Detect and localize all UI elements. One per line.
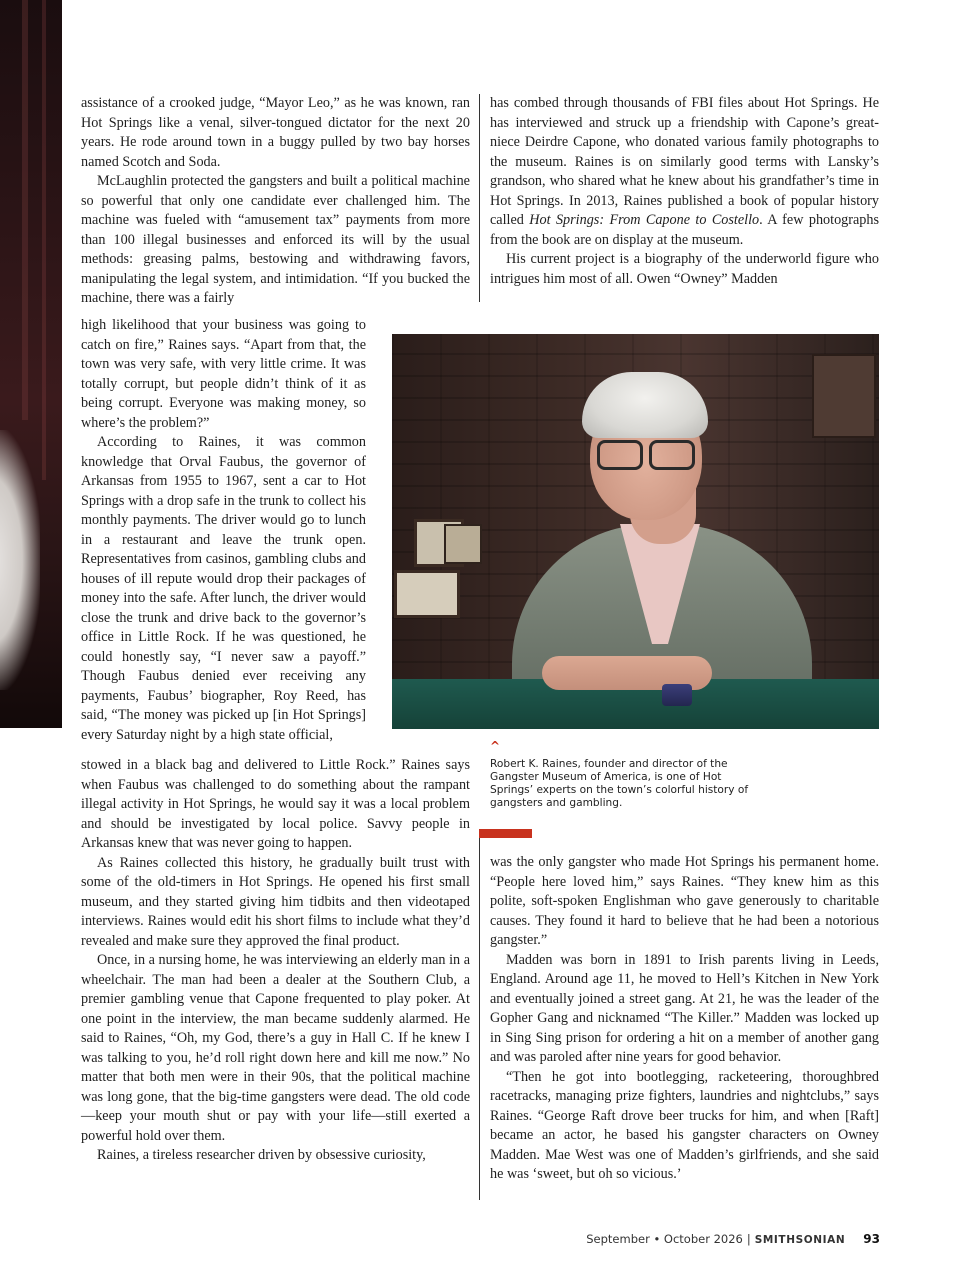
page-number: 93 <box>863 1232 880 1246</box>
accent-bar <box>479 829 532 838</box>
right-column-bottom-text <box>490 853 879 1185</box>
body-paragraph: McLaughlin protected the gangsters and built a political machine so powerful that only one candidate ever challenged him. The machine was fueled with “amusement tax” payments from more than 100 illegal businesses and enforced its will by the usual methods: greasing palms, bestowing and withdrawing favors, manipulating the legal system, and intimidation. “If you bucked the machine, there was a fairly <box>81 173 470 306</box>
curtain-fold <box>42 0 46 480</box>
body-paragraph: His current project is a biography of the underworld figure who intrigues him most of all. Owen “Owney” Madden <box>490 251 879 287</box>
body-text: has combed through thousands of FBI files about Hot Springs. He has interviewed and struck up a friendship with Capone’s great-niece Deirdre Capone, who donated various family photographs to the museum. Raines is on similarly good terms with Lansky’s grandson, who shared what he knew about his grandfather’s time in Hot Springs. In 2013, Raines published a book of popular history called <box>490 95 879 228</box>
left-column-narrow-text <box>81 316 366 745</box>
column-divider <box>479 838 480 1200</box>
body-paragraph: high likelihood that your business was going to catch on fire,” Raines says. “Apart from that, the town was very safe, with very little crime. It was totally corrupt, but people didn’t think of it as being corrupt. Everyone was making money, so where’s the problem?” <box>81 317 366 431</box>
column-divider <box>479 94 480 302</box>
wall-frame <box>812 354 876 438</box>
wall-frame <box>394 570 460 618</box>
hair <box>582 372 708 438</box>
footer-separator: | <box>746 1232 751 1246</box>
magazine-name: SMITHSONIAN <box>754 1234 846 1246</box>
wall-frame <box>444 524 482 564</box>
body-paragraph: Once, in a nursing home, he was interviewing an elderly man in a wheelchair. The man had been a dealer at the Southern Club, a premier gambling venue that Capone frequented to play poker. At one point in the interview, the man became suddenly alarmed. He said to Raines, “Oh, my God, there’s a guy in Hall C. If he knew I was talking to you, he’d roll right down here and kill me now.” No matter that both men were in their 90s, that the political machine was long gone, that the big-time gangsters were dead. The old code—keep your mouth shut or pay with your life—still exerted a powerful hold over them. <box>81 952 470 1144</box>
body-paragraph: Madden was born in 1891 to Irish parents living in Leeds, England. Around age 11, he moved to Hell’s Kitchen in New York and eventually joined a street gang. At 21, he was the leader of the Gopher Gang and nicknamed “The Killer.” Madden was locked up in Sing Sing prison for ordering a hit on a member of another gang and was paroled after nine years for good behavior. <box>490 951 879 1065</box>
caption-caret-icon: ^ <box>490 739 501 753</box>
issue-date: September • October 2026 <box>586 1232 743 1246</box>
body-paragraph <box>490 94 879 250</box>
poker-chips <box>662 684 692 706</box>
left-column-bottom-text <box>81 756 470 1166</box>
body-paragraph: assistance of a crooked judge, “Mayor Leo,” as he was known, ran Hot Springs like a venal, silver-tongued dictator for the next 20 years. He rode around town in a buggy pulled by two bay horses named Scotch and Soda. <box>81 95 470 170</box>
left-column-top-text <box>81 94 470 309</box>
portrait-photo <box>392 334 879 729</box>
body-text: . A few photographs from the book are on display at the museum. <box>490 212 879 248</box>
glasses <box>597 440 695 466</box>
page-footer <box>560 1232 880 1246</box>
photo-caption: Robert K. Raines, founder and director of the Gangster Museum of America, is one of Hot Springs’ experts on the town’s colorful history of gangsters and gambling. <box>490 758 749 809</box>
body-paragraph: Raines, a tireless researcher driven by obsessive curiosity, <box>97 1147 426 1163</box>
right-column-top-text <box>490 94 879 289</box>
left-edge-photo <box>0 0 62 728</box>
book-title: Hot Springs: From Capone to Costello <box>529 212 760 228</box>
white-object <box>0 430 40 690</box>
body-paragraph: “Then he got into bootlegging, racketeering, thoroughbred racetracks, managing prize fighters, laundries and nightclubs,” says Raines. “George Raft drove beer trucks for him, and when [Raft] became an actor, he based his gangster characters on Owney Madden. Mae West was one of Madden’s girlfriends, and she said he was ‘sweet, but oh so vicious.’ <box>490 1068 879 1182</box>
body-paragraph: was the only gangster who made Hot Springs his permanent home. “People here loved him,” says Raines. “They knew him as this polite, soft-spoken Englishman who gave generously to charitable causes. They found it hard to believe that he had been a notorious gangster.” <box>490 854 879 948</box>
body-paragraph: As Raines collected this history, he gradually built trust with some of the old-timers in Hot Springs. He opened his first small museum, and they started giving him tidbits and then videotaped interviews. Raines would edit his short films to include what they’d revealed and make sure they approved the final product. <box>81 854 470 949</box>
body-paragraph: stowed in a black bag and delivered to Little Rock.” Raines says when Faubus was challenged to do something about the rampant illegal activity in Hot Springs, he would say it was a local problem and should be investigated by local police. Savvy people in Arkansas knew that was never going to happen. <box>81 757 470 851</box>
curtain-fold <box>22 0 28 420</box>
body-paragraph: According to Raines, it was common knowledge that Orval Faubus, the governor of Arkansas from 1955 to 1967, sent a car to Hot Springs with a drop safe in the trunk to collect his monthly payments. The driver would go to lunch in a restaurant and leave the trunk open. Representatives from casinos, gambling clubs and houses of ill repute would drop their packages of money into the safe. After lunch, the driver would close the trunk and drive back to the governor’s office in Little Rock. If he was questioned, he could honestly say, “I never saw a payoff.” Though Faubus denied ever receiving any payments, Faubus’ biographer, Roy Reed, has said, “The money was picked up [in Hot Springs] every Saturday night by a high state official, <box>81 434 366 743</box>
